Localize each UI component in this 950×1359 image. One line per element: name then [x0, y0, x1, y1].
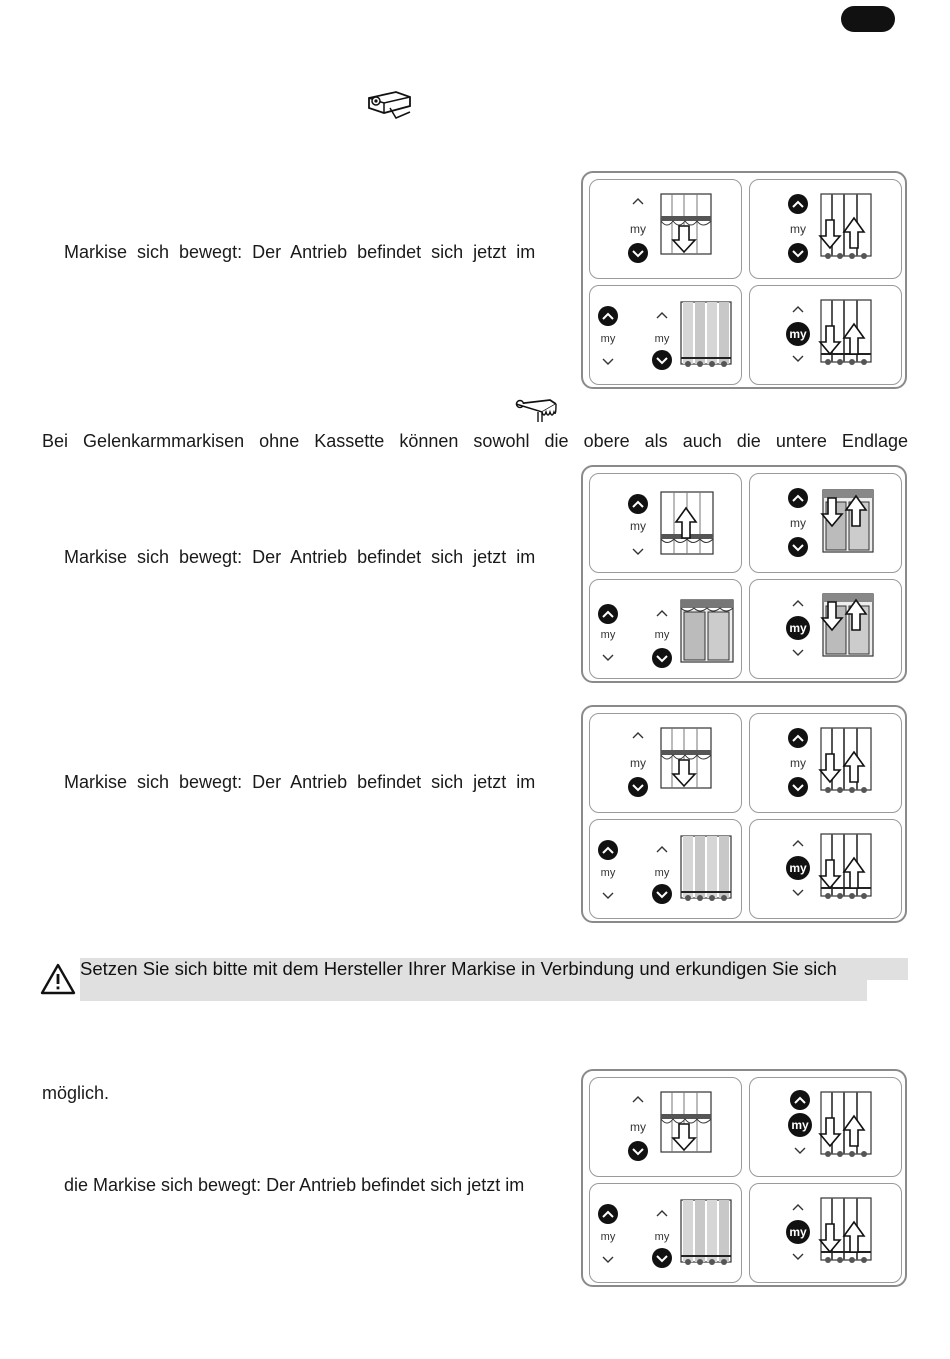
step-cell — [589, 1077, 742, 1177]
my-label: my — [654, 629, 670, 641]
my-label: my — [600, 1231, 616, 1243]
step-cell — [749, 713, 902, 813]
step-cell — [589, 473, 742, 573]
paragraph-text: die Markise sich bewegt: Der Antrieb befindet sich jetzt im — [64, 1175, 525, 1195]
step-cell — [749, 819, 902, 919]
open-awning-icon — [514, 398, 558, 433]
my-label: my — [600, 629, 616, 641]
my-label: my — [790, 222, 806, 236]
step-cell — [589, 1183, 742, 1283]
remote-instruction-panel — [581, 705, 907, 923]
paragraph-text: Markise sich bewegt: Der Antrieb befindet sich jetzt im — [64, 242, 536, 262]
my-label: my — [790, 756, 806, 770]
paragraph-text: Bei Gelenkarmmarkisen ohne Kassette können sowohl die obere als auch die untere Endlage — [42, 431, 908, 451]
my-label: my — [789, 327, 807, 341]
my-label: my — [600, 867, 616, 879]
my-label: my — [654, 1231, 670, 1243]
step-cell — [589, 579, 742, 679]
paragraph-text: Markise sich bewegt: Der Antrieb befindet sich jetzt im — [64, 547, 536, 567]
paragraph-text: möglich. — [42, 1083, 110, 1103]
step-cell — [749, 473, 902, 573]
warning-triangle-icon — [40, 962, 76, 1001]
my-label: my — [630, 756, 646, 770]
my-label: my — [789, 621, 807, 635]
my-label: my — [630, 1120, 646, 1134]
page-tab-pill — [841, 6, 895, 32]
step-cell — [749, 285, 902, 385]
remote-instruction-panel — [581, 171, 907, 389]
my-label: my — [789, 1225, 807, 1239]
step-cell — [749, 579, 902, 679]
my-label: my — [654, 867, 670, 879]
my-label: my — [630, 519, 646, 533]
remote-instruction-panel — [581, 465, 907, 683]
step-cell — [589, 713, 742, 813]
remote-instruction-panel — [581, 1069, 907, 1287]
step-cell — [749, 1183, 902, 1283]
step-cell — [589, 819, 742, 919]
my-label: my — [630, 222, 646, 236]
my-label: my — [791, 1118, 809, 1132]
step-cell — [749, 179, 902, 279]
cassette-awning-icon — [366, 86, 412, 125]
step-cell — [589, 285, 742, 385]
step-cell — [589, 179, 742, 279]
warning-note — [80, 958, 908, 1002]
highlight-bar — [80, 980, 867, 1001]
my-label: my — [790, 516, 806, 530]
my-label: my — [789, 861, 807, 875]
paragraph-text: Markise sich bewegt: Der Antrieb befindet sich jetzt im — [64, 772, 536, 792]
my-label: my — [600, 333, 616, 345]
warning-text: Setzen Sie sich bitte mit dem Hersteller Ihrer Markise in Verbindung und erkundigen Sie sich — [80, 958, 837, 979]
my-label: my — [654, 333, 670, 345]
step-cell — [749, 1077, 902, 1177]
